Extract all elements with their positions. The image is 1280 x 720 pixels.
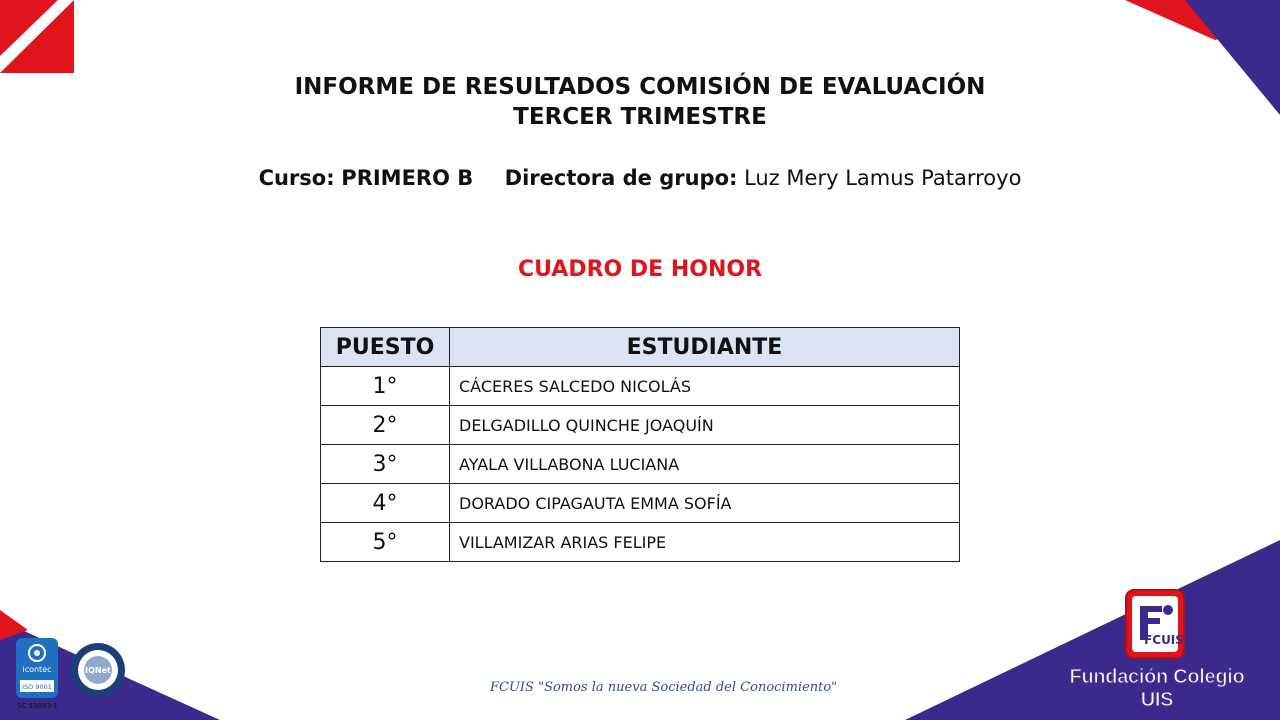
column-header-position: PUESTO [321,328,450,367]
top-left-corner-logo [0,0,74,73]
svg-text:FCUIS: FCUIS [1144,633,1184,647]
table-header-row [321,328,960,367]
position-cell: 1° [321,367,450,406]
iqnet-badge-icon [71,643,125,697]
table-row [321,445,960,484]
certification-code: SC 53883-1 [17,702,58,710]
icontec-badge-icon [16,638,58,698]
student-name-cell: VILLAMIZAR ARIAS FELIPE [450,523,960,562]
report-title [0,72,1280,132]
position-cell: 5° [321,523,450,562]
foundation-name: Fundación Colegio UIS [1069,666,1245,711]
position-cell: 4° [321,484,450,523]
table-row [321,523,960,562]
fcuis-logo-icon [1122,586,1192,664]
svg-text:icontec: icontec [22,665,52,674]
honor-roll-title: CUADRO DE HONOR [517,257,763,282]
student-name-cell: CÁCERES SALCEDO NICOLÁS [450,367,960,406]
title-line-1: INFORME DE RESULTADOS COMISIÓN DE EVALUACIÓN [294,74,986,100]
svg-text:IQNet: IQNet [85,666,111,675]
student-name-cell: DELGADILLO QUINCHE JOAQUÍN [450,406,960,445]
student-name-cell: AYALA VILLABONA LUCIANA [450,445,960,484]
honor-roll-table [320,327,960,562]
director-name: Luz Mery Lamus Patarroyo [744,166,1022,190]
position-cell: 2° [321,406,450,445]
table-row [321,367,960,406]
student-name-cell: DORADO CIPAGAUTA EMMA SOFÍA [450,484,960,523]
column-header-student: ESTUDIANTE [450,328,960,367]
table-row [321,406,960,445]
institution-slogan: FCUIS "Somos la nueva Sociedad del Conocimiento" [490,680,838,695]
title-line-2: TERCER TRIMESTRE [513,104,767,130]
director-label: Directora de grupo: [504,166,738,190]
position-cell: 3° [321,445,450,484]
certification-badges [14,636,134,702]
course-info [0,166,1280,190]
svg-text:ISO 9001: ISO 9001 [22,683,52,691]
course-value: PRIMERO B [341,166,474,190]
table-row [321,484,960,523]
course-label: Curso: [258,166,335,190]
